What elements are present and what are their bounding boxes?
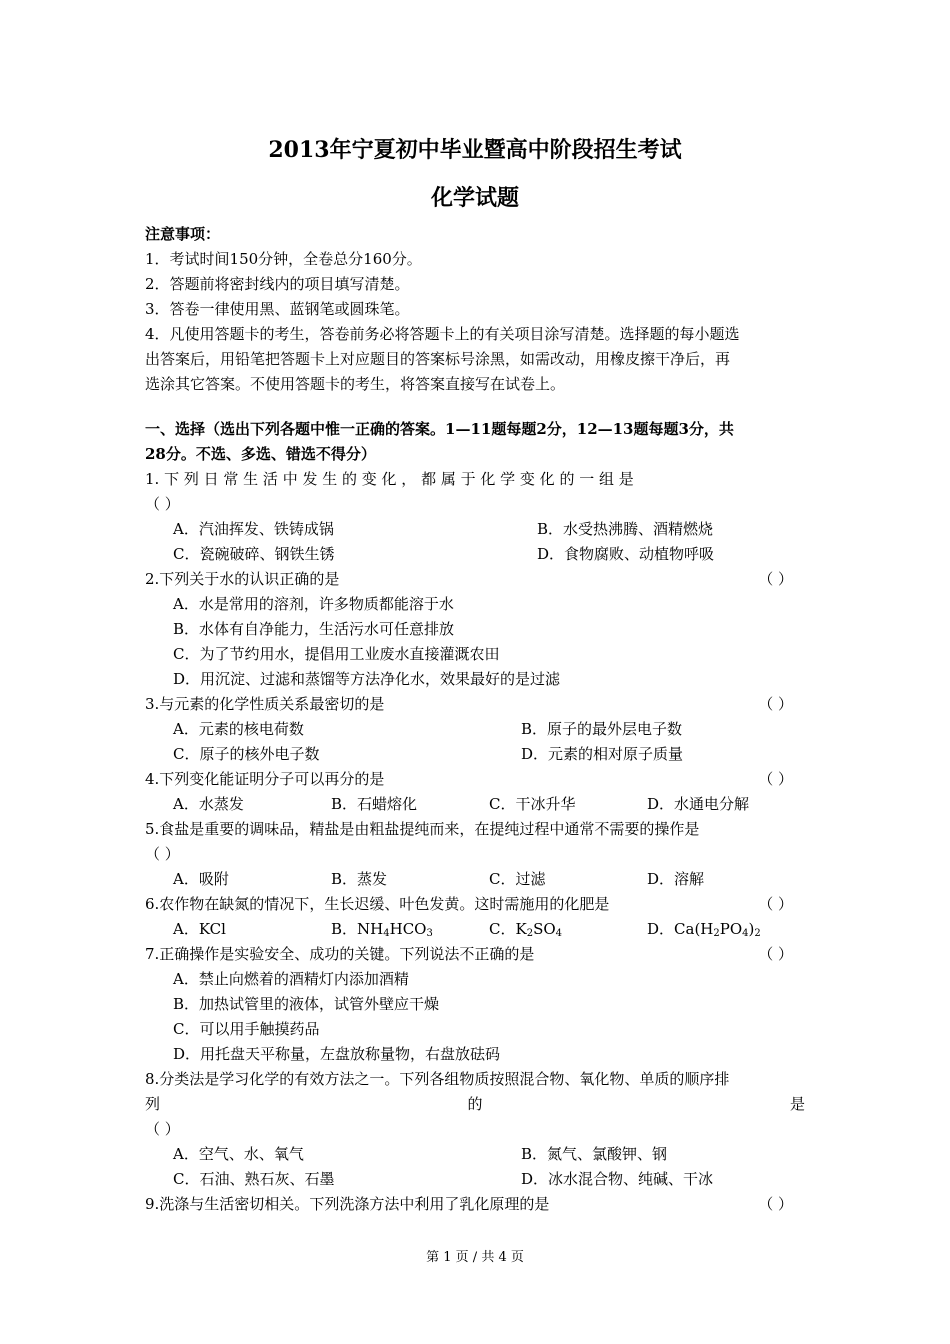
question-3-options-row	[145, 742, 805, 767]
notice-item: 3．答卷一律使用黑、蓝钢笔或圆珠笔。	[145, 300, 410, 318]
question-text: 7.正确操作是实验安全、成功的关键。下列说法不正确的是	[145, 945, 535, 963]
option-b: B．原子的最外层电子数	[521, 720, 683, 738]
option-d: D．食物腐败、动植物呼吸	[537, 545, 715, 563]
option-c: C．可以用手触摸药品	[173, 1020, 320, 1038]
option-b: B．石蜡熔化	[331, 795, 418, 813]
question-3-stem	[145, 692, 805, 717]
option-a: A．禁止向燃着的酒精灯内添加酒精	[173, 970, 409, 988]
question-text: 2.下列关于水的认识正确的是	[145, 570, 340, 588]
answer-paren: （ ）	[145, 1120, 180, 1138]
notice-item: 1．考试时间150分钟，全卷总分160分。	[145, 250, 422, 268]
question-text: 9.洗涤与生活密切相关。下列洗涤方法中利用了乳化原理的是	[145, 1195, 550, 1213]
exam-page	[145, 128, 805, 1217]
question-1-options-row	[145, 517, 805, 542]
option-d: D．$Ca(H_2PO_4)_2$	[647, 920, 761, 939]
question-2-stem	[145, 567, 805, 592]
question-8-stem: 8.分类法是学习化学的有效方法之一。下列各组物质按照混合物、氧化物、单质的顺序排	[145, 1070, 730, 1088]
section-heading: 一、选择（选出下列各题中惟一正确的答案。1—11题每题2分，12—13题每题3分，共	[145, 420, 734, 438]
notice-item: 选涂其它答案。不使用答题卡的考生，将答案直接写在试卷上。	[145, 375, 566, 393]
answer-paren: （ ）	[758, 895, 793, 913]
option-b: B．$NH_4HCO_3$	[331, 920, 433, 939]
question-8-options-row	[145, 1167, 805, 1192]
option-b: B．氮气、氯酸钾、钢	[521, 1145, 668, 1163]
option-d: D．溶解	[647, 870, 705, 888]
answer-paren: （ ）	[758, 945, 793, 963]
notice-heading: 注意事项：	[145, 225, 221, 243]
question-5-stem: 5.食盐是重要的调味品，精盐是由粗盐提纯而来，在提纯过程中通常不需要的操作是	[145, 820, 700, 838]
option-d: D．元素的相对原子质量	[521, 745, 684, 763]
question-text: 4.下列变化能证明分子可以再分的是	[145, 770, 385, 788]
option-c: C．瓷碗破碎、钢铁生锈	[173, 545, 335, 563]
option-c: C．$K_2SO_4$	[489, 920, 563, 939]
option-c: C．干冰升华	[489, 795, 576, 813]
option-d: D．用沉淀、过滤和蒸馏等方法净化水，效果最好的是过滤	[173, 670, 561, 688]
page-footer: 第 1 页 / 共 4 页	[426, 1250, 524, 1265]
option-c: C．石油、熟石灰、石墨	[173, 1170, 335, 1188]
answer-paren: （ ）	[145, 845, 180, 863]
question-7-stem	[145, 942, 805, 967]
option-d: D．用托盘天平称量，左盘放称量物，右盘放砝码	[173, 1045, 501, 1063]
question-4-stem	[145, 767, 805, 792]
notice-item: 2．答题前将密封线内的项目填写清楚。	[145, 275, 410, 293]
question-6-stem	[145, 892, 805, 917]
option-c: C．为了节约用水，提倡用工业废水直接灌溉农田	[173, 645, 500, 663]
exam-subtitle: 化学试题	[430, 185, 519, 211]
option-d: D．冰水混合物、纯碱、干冰	[521, 1170, 714, 1188]
option-a: A．元素的核电荷数	[173, 720, 304, 738]
question-3-options-row	[145, 717, 805, 742]
option-a: A．空气、水、氧气	[173, 1145, 304, 1163]
question-1-options-row	[145, 542, 805, 567]
answer-paren: （ ）	[758, 770, 793, 788]
option-a: A．水蒸发	[173, 795, 244, 813]
question-1-stem: 1. 下 列 日 常 生 活 中 发 生 的 变 化 ， 都 属 于 化 学 变 化 的 一 组 是	[145, 470, 634, 488]
section-heading: 28分。不选、多选、错选不得分）	[145, 445, 376, 463]
notice-item: 出答案后，用铅笔把答题卡上对应题目的答案标号涂黑，如需改动，用橡皮擦干净后，再	[145, 350, 731, 368]
question-text: 3.与元素的化学性质关系最密切的是	[145, 695, 385, 713]
exam-title: 2013年宁夏初中毕业暨高中阶段招生考试	[268, 137, 682, 163]
question-9-stem	[145, 1192, 805, 1217]
question-8-options-row	[145, 1142, 805, 1167]
question-5-options-row	[145, 867, 805, 892]
question-8-stem-cont: 列 的 是	[145, 1095, 805, 1113]
option-a: A．吸附	[173, 870, 229, 888]
option-b: B．蒸发	[331, 870, 388, 888]
option-c: C．原子的核外电子数	[173, 745, 320, 763]
option-b: B．水受热沸腾、酒精燃烧	[537, 520, 714, 538]
option-a: A．水是常用的溶剂，许多物质都能溶于水	[173, 595, 454, 613]
option-b: B．水体有自净能力，生活污水可任意排放	[173, 620, 455, 638]
answer-paren: （ ）	[145, 495, 180, 513]
option-b: B．加热试管里的液体，试管外壁应干燥	[173, 995, 440, 1013]
question-4-options-row	[145, 792, 805, 817]
question-6-options-row	[145, 917, 805, 942]
notice-item: 4．凡使用答题卡的考生，答卷前务必将答题卡上的有关项目涂写清楚。选择题的每小题选	[145, 325, 740, 343]
answer-paren: （ ）	[758, 570, 793, 588]
option-a: A．KCl	[173, 920, 226, 938]
option-a: A．汽油挥发、铁铸成锅	[173, 520, 334, 538]
question-text: 6.农作物在缺氮的情况下，生长迟缓、叶色发黄。这时需施用的化肥是	[145, 895, 610, 913]
answer-paren: （ ）	[758, 1195, 793, 1213]
answer-paren: （ ）	[758, 695, 793, 713]
option-d: D．水通电分解	[647, 795, 750, 813]
option-c: C．过滤	[489, 870, 546, 888]
